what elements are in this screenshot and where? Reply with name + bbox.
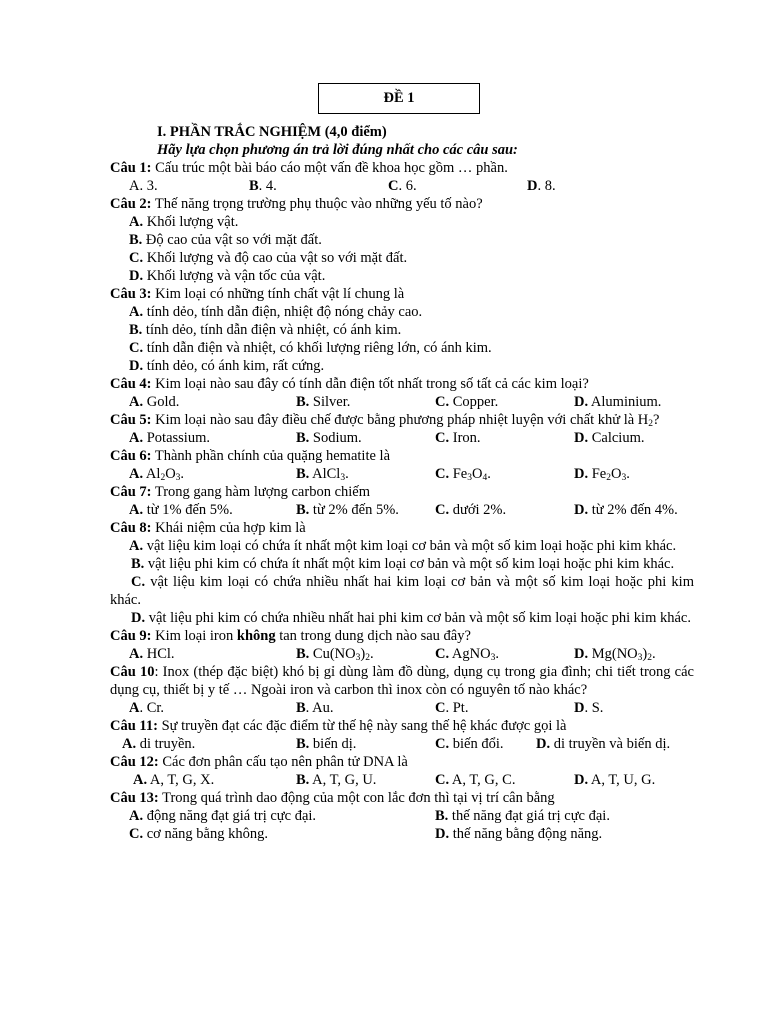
options-row — [110, 735, 694, 753]
question-number: Câu 7: — [110, 484, 152, 500]
option-d[interactable]: D. vật liệu phi kim có chứa nhiều nhất hai phi kim cơ bản và một số kim loại hoặc phi kim khác. — [131, 610, 691, 626]
options-row — [110, 825, 694, 843]
option-d[interactable]: D. tính dẻo, có ánh kim, rất cứng. — [129, 358, 325, 374]
option-c[interactable]: C. $Fe_3O_4$. — [435, 466, 491, 483]
question-text: Cấu trúc một bài báo cáo một vấn đề khoa học gồm … phần. — [151, 160, 508, 176]
question-6 — [110, 447, 694, 465]
option-c[interactable]: C. vật liệu kim loại có chứa nhiều nhất hai kim loại cơ bản và một số kim loại hoặc phi kim khác. — [110, 574, 694, 608]
question-number: Câu 12: — [110, 754, 159, 770]
question-4 — [110, 375, 694, 393]
option-d[interactable]: D. từ 2% đến 4%. — [574, 502, 678, 518]
question-number: Câu 5: — [110, 412, 152, 428]
question-text: Trong quá trình dao động của một con lắc đơn thì tại vị trí cân bằng — [158, 790, 555, 806]
question-1 — [110, 159, 694, 177]
question-9: Câu 9: Kim loại iron không tan trong dung dịch nào sau đây? — [110, 628, 471, 644]
question-number: Câu 10 — [110, 664, 155, 680]
option-a[interactable]: A. di truyền. — [122, 736, 196, 752]
option-b[interactable]: B. Silver. — [296, 394, 351, 410]
option-c[interactable]: C. Copper. — [435, 394, 499, 410]
option-a[interactable]: A. HCl. — [129, 646, 175, 662]
option-b[interactable]: B. $Cu(NO_3)_2$. — [296, 646, 374, 663]
question-3 — [110, 285, 694, 303]
options-row — [110, 699, 694, 717]
exam-title: ĐỀ 1 — [318, 83, 480, 114]
question-number: Câu 8: — [110, 520, 152, 536]
question-13 — [110, 789, 694, 807]
question-text: Sự truyền đạt các đặc điểm từ thế hệ này sang thế hệ khác được gọi là — [157, 718, 567, 734]
option-d[interactable]: D. 8. — [527, 178, 556, 194]
option-c[interactable]: C. biến đổi. — [435, 736, 504, 752]
question-text: Thế năng trọng trường phụ thuộc vào những yếu tố nào? — [151, 196, 483, 212]
option-b[interactable]: B. thế năng đạt giá trị cực đại. — [435, 808, 610, 824]
question-7 — [110, 483, 694, 501]
option-a[interactable]: A. Potassium. — [129, 430, 210, 446]
options-row — [110, 393, 694, 411]
option-b[interactable]: B. 4. — [249, 178, 277, 194]
question-10 — [110, 663, 694, 699]
options-row — [110, 429, 694, 447]
option-b[interactable]: B. A, T, G, U. — [296, 772, 377, 788]
option-d[interactable]: D. Khối lượng và vận tốc của vật. — [129, 268, 326, 284]
option-d[interactable]: D. Aluminium. — [574, 394, 662, 410]
question-11 — [110, 717, 694, 735]
option-d[interactable]: D. di truyền và biến dị. — [536, 736, 671, 752]
option-b[interactable]: B. vật liệu phi kim có chứa ít nhất một kim loại cơ bản và một số kim loại hoặc phi kim khác. — [131, 556, 675, 572]
question-number: Câu 6: — [110, 448, 152, 464]
options-row — [110, 645, 694, 663]
option-c[interactable]: C. A, T, G, C. — [435, 772, 516, 788]
option-a[interactable]: A. tính dẻo, tính dẫn điện, nhiệt độ nóng chảy cao. — [129, 304, 423, 320]
question-text: Các đơn phân cấu tạo nên phân tử DNA là — [158, 754, 408, 770]
option-d[interactable]: D. A, T, U, G. — [574, 772, 656, 788]
option-b[interactable]: B. Au. — [296, 700, 334, 716]
option-d[interactable]: D. S. — [574, 700, 604, 716]
options-row — [110, 465, 694, 483]
option-b[interactable]: B. AlCl$_3$. — [296, 466, 349, 483]
question-2 — [110, 195, 694, 213]
option-c[interactable]: C. Iron. — [435, 430, 481, 446]
instruction: Hãy lựa chọn phương án trả lời đúng nhất cho các câu sau: — [157, 142, 518, 158]
question-text: Kim loại có những tính chất vật lí chung là — [151, 286, 405, 302]
question-number: Câu 4: — [110, 376, 152, 392]
options-row — [110, 807, 694, 825]
question-8 — [110, 519, 694, 537]
question-number: Câu 3: — [110, 286, 152, 302]
question-number: Câu 13: — [110, 790, 159, 806]
question-text: Trong gang hàm lượng carbon chiếm — [151, 484, 370, 500]
exam-body — [110, 123, 694, 843]
question-text: : Inox (thép đặc biệt) khó bị gỉ dùng làm đồ dùng, dụng cụ trong gia đình; chi tiết trong các dụng cụ, thiết bị y tế … Ngoài iron và carbon thì inox còn có nguyên tố nào khác? — [110, 664, 694, 698]
option-a[interactable]: A. 3. — [129, 178, 158, 194]
option-a[interactable]: A. $Al_2O_3$. — [129, 466, 185, 483]
question-12 — [110, 753, 694, 771]
option-c[interactable]: C. 6. — [388, 178, 417, 194]
option-d[interactable]: D. $Mg(NO_3)_2$. — [574, 646, 656, 663]
question-number: Câu 2: — [110, 196, 152, 212]
options-row — [110, 771, 694, 789]
option-a[interactable]: A. A, T, G, X. — [133, 772, 215, 788]
option-a[interactable]: A. Gold. — [129, 394, 180, 410]
option-b[interactable]: B. từ 2% đến 5%. — [296, 502, 399, 518]
option-c[interactable]: C. Khối lượng và độ cao của vật so với mặt đất. — [129, 250, 408, 266]
question-number: Câu 1: — [110, 160, 152, 176]
option-c[interactable]: C. tính dẫn điện và nhiệt, có khối lượng riêng lớn, có ánh kim. — [129, 340, 492, 356]
option-c[interactable]: C. dưới 2%. — [435, 502, 507, 518]
option-a[interactable]: A. Cr. — [129, 700, 165, 716]
option-d[interactable]: D. $Fe_2O_3$. — [574, 466, 630, 483]
question-text: Khái niệm của hợp kim là — [151, 520, 306, 536]
option-d[interactable]: D. Calcium. — [574, 430, 645, 446]
option-a[interactable]: A. động năng đạt giá trị cực đại. — [129, 808, 317, 824]
option-b[interactable]: B. tính dẻo, tính dẫn điện và nhiệt, có ánh kim. — [129, 322, 402, 338]
option-c[interactable]: C. cơ năng bằng không. — [129, 826, 268, 842]
option-b[interactable]: B. biến dị. — [296, 736, 357, 752]
option-b[interactable]: B. Sodium. — [296, 430, 362, 446]
option-d[interactable]: D. thế năng bằng động năng. — [435, 826, 603, 842]
question-number: Câu 9: — [110, 628, 152, 644]
question-text: Kim loại nào sau đây điều chế được bằng phương pháp nhiệt luyện với chất khử là H — [151, 412, 649, 428]
option-a[interactable]: A. vật liệu kim loại có chứa ít nhất một kim loại cơ bản và một số kim loại hoặc phi kim khác. — [129, 538, 677, 554]
option-c[interactable]: C. Pt. — [435, 700, 469, 716]
options-row — [110, 501, 694, 519]
option-a[interactable]: A. từ 1% đến 5%. — [129, 502, 233, 518]
section-heading: I. PHẦN TRẮC NGHIỆM (4,0 điểm) — [157, 124, 387, 140]
question-5: Câu 5: Kim loại nào sau đây điều chế được bằng phương pháp nhiệt luyện với chất khử là $H_2$? — [110, 412, 660, 429]
question-number: Câu 11: — [110, 718, 158, 734]
option-a[interactable]: A. Khối lượng vật. — [129, 214, 239, 230]
options-row — [110, 177, 694, 195]
option-b[interactable]: B. Độ cao của vật so với mặt đất. — [129, 232, 322, 248]
option-c[interactable]: C. AgNO$_3$. — [435, 646, 499, 663]
question-text: Kim loại nào sau đây có tính dẫn điện tốt nhất trong số tất cả các kim loại? — [151, 376, 589, 392]
question-text: Thành phần chính của quặng hematite là — [151, 448, 390, 464]
